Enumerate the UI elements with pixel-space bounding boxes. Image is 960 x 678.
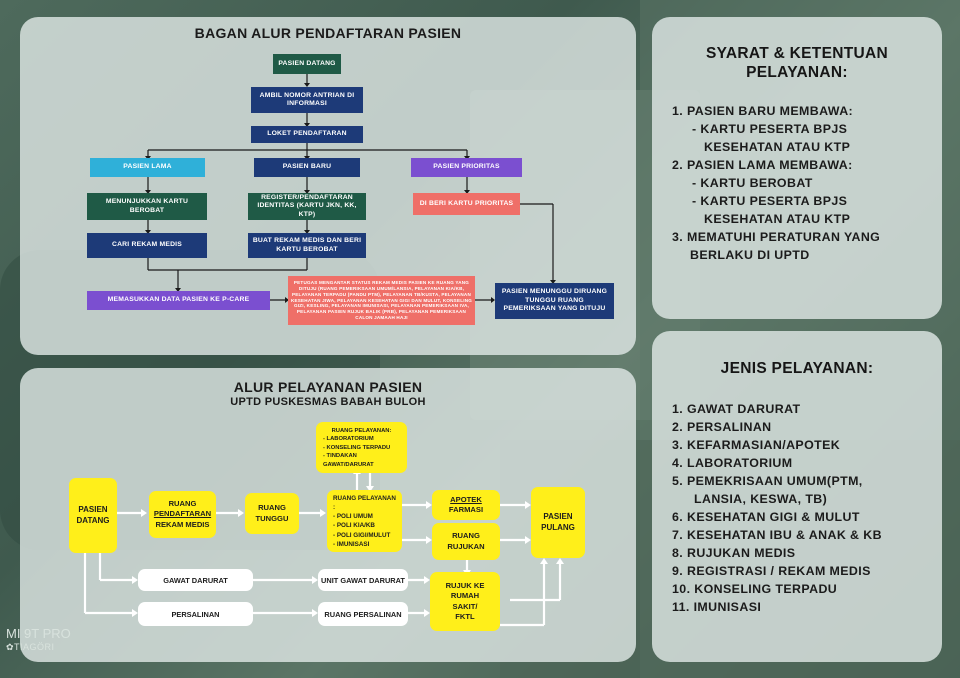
camera-watermark	[6, 626, 71, 654]
cari-rekam-medis-box: CARI REKAM MEDIS	[87, 233, 207, 258]
poli-item: - POLI UMUM	[333, 513, 373, 521]
pasien-datang-box: PASIEN DATANG	[273, 54, 341, 74]
poli-item: - POLI GIGI/MULUT	[333, 531, 391, 539]
pasien-menunggu-box: PASIEN MENUNGGU DIRUANG TUNGGU RUANG PEMERIKSAAN YANG DITUJU	[495, 283, 614, 319]
syarat-line: - KARTU BEROBAT	[692, 176, 813, 190]
jenis-line: 8. RUJUKAN MEDIS	[672, 546, 796, 560]
loket-pendaftaran-box: LOKET PENDAFTARAN	[251, 126, 363, 143]
ruang-pendaftaran-box	[149, 491, 216, 538]
ruang-pelayanan-poli-box	[327, 490, 402, 552]
jenis-line: 9. REGISTRASI / REKAM MEDIS	[672, 564, 871, 578]
syarat-line: 1. PASIEN BARU MEMBAWA:	[672, 104, 854, 118]
ruang-pelayanan-penunjang-box	[316, 422, 407, 473]
syarat-line: KESEHATAN ATAU KTP	[704, 140, 851, 154]
alur-pasien-pulang-box: PASIEN PULANG	[531, 487, 585, 558]
ruang-pendaftaran-line3: REKAM MEDIS	[155, 519, 210, 529]
jenis-line: 10. KONSELING TERPADU	[672, 582, 838, 596]
jenis-line: 3. KEFARMASIAN/APOTEK	[672, 438, 841, 452]
persalinan-box: PERSALINAN	[138, 602, 253, 626]
ruang-pelayanan-poli-title: RUANG PELAYANAN :	[333, 495, 396, 512]
jenis-line: 1. GAWAT DARURAT	[672, 402, 801, 416]
jenis-line: 5. PEMEKRISAAN UMUM(PTM,	[672, 474, 863, 488]
apotek-line1: APOTEK	[450, 494, 482, 504]
ambil-nomor-box: AMBIL NOMOR ANTRIAN DI INFORMASI	[251, 87, 363, 113]
menunjukkan-kartu-box: MENUNJUKKAN KARTU BEROBAT	[87, 193, 207, 220]
syarat-line: - KARTU PESERTA BPJS	[692, 194, 848, 208]
kartu-prioritas-box: DI BERI KARTU PRIORITAS	[413, 193, 520, 215]
pcare-box: MEMASUKKAN DATA PASIEN KE P-CARE	[87, 291, 270, 310]
register-identitas-box: REGISTER/PENDAFTARAN IDENTITAS (KARTU JKN, KK, KTP)	[248, 193, 366, 220]
gawat-darurat-box: GAWAT DARURAT	[138, 569, 253, 591]
watermark-line2: ✿TIAGÖRI	[6, 642, 55, 653]
petugas-mengantar-box: PETUGAS MENGANTAR STATUS REKAM MEDIS PASIEN KE RUANG YANG DITUJU (RUANG PEMERIKSAAN UMUM/LANSIA, PELAYANAN KIA/KB, PELAYANAN TERPADU (PANDU PTM), PELAYANAN TB/KUSTA, PELAYANAN KESEHATAN JIWA, PELAYANAN KESEHATAN GIGI DAN MULUT, KONSELING GIZI, KESLING, PELAYANAN IMUNISASI, PELAYANAN PEMERIKSAAN IVA, PELAYANAN PASIEN RUJUK BALIK (PRB), PELAYANAN PEMERIKSAAN CALON JAMAAH HAJI	[288, 276, 475, 325]
ruang-pelayanan-penunjang-title: RUANG PELAYANAN:	[331, 428, 392, 434]
syarat-panel	[652, 17, 942, 319]
jenis-line: 7. KESEHATAN IBU & ANAK & KB	[672, 528, 882, 542]
syarat-line: 2. PASIEN LAMA MEMBAWA:	[672, 158, 853, 172]
apotek-farmasi-box	[432, 490, 500, 520]
jenis-line: LANSIA, KESWA, TB)	[694, 492, 828, 506]
syarat-line: - KARTU PESERTA BPJS	[692, 122, 848, 136]
apotek-line2: FARMASI	[448, 505, 484, 514]
syarat-line: 3. MEMATUHI PERATURAN YANG	[672, 230, 881, 244]
ruang-pendaftaran-line2: PENDAFTARAN	[153, 509, 212, 519]
service-flow-subtitle: UPTD PUSKESMAS BABAH BULOH	[230, 396, 426, 408]
syarat-line: KESEHATAN ATAU KTP	[704, 212, 851, 226]
ruang-rujukan-box: RUANG RUJUKAN	[432, 523, 500, 560]
service-flow-title: ALUR PELAYANAN PASIEN	[233, 379, 423, 395]
ruang-tunggu-box: RUANG TUNGGU	[245, 493, 299, 534]
jenis-line: 11. IMUNISASI	[672, 600, 762, 614]
ruang-pendaftaran-line1: RUANG	[168, 499, 197, 509]
poli-item: - IMUNISASI	[333, 540, 370, 548]
jenis-line: 2. PERSALINAN	[672, 420, 772, 434]
pasien-baru-box: PASIEN BARU	[254, 158, 360, 177]
jenis-line: 6. KESEHATAN GIGI & MULUT	[672, 510, 860, 524]
jenis-title: JENIS PELAYANAN:	[720, 360, 874, 377]
alur-pasien-datang-box: PASIEN DATANG	[69, 478, 117, 553]
syarat-line: BERLAKU DI UPTD	[690, 248, 810, 262]
ruang-persalinan-box: RUANG PERSALINAN	[318, 602, 408, 626]
pasien-lama-box: PASIEN LAMA	[90, 158, 205, 177]
rujuk-rumah-sakit-box: RUJUK KE RUMAH SAKIT/ FKTL	[430, 572, 500, 631]
registration-flow-title: BAGAN ALUR PENDAFTARAN PASIEN	[194, 25, 462, 41]
penunjang-item: - LABORATORIUM	[323, 436, 374, 443]
syarat-title: SYARAT & KETENTUAN PELAYANAN:	[706, 45, 888, 82]
penunjang-item: - KONSELING TERPADU	[323, 444, 391, 451]
jenis-panel	[652, 331, 942, 662]
pasien-prioritas-box: PASIEN PRIORITAS	[411, 158, 522, 177]
jenis-line: 4. LABORATORIUM	[672, 456, 793, 470]
buat-rekam-medis-box: BUAT REKAM MEDIS DAN BERI KARTU BEROBAT	[248, 233, 366, 258]
unit-gawat-darurat-box: UNIT GAWAT DARURAT	[318, 569, 408, 591]
penunjang-item: - TINDAKAN GAWAT/DARURAT	[323, 453, 374, 468]
poli-item: - POLI KIA/KB	[333, 522, 375, 530]
watermark-line1: MI 9T PRO	[6, 626, 71, 641]
